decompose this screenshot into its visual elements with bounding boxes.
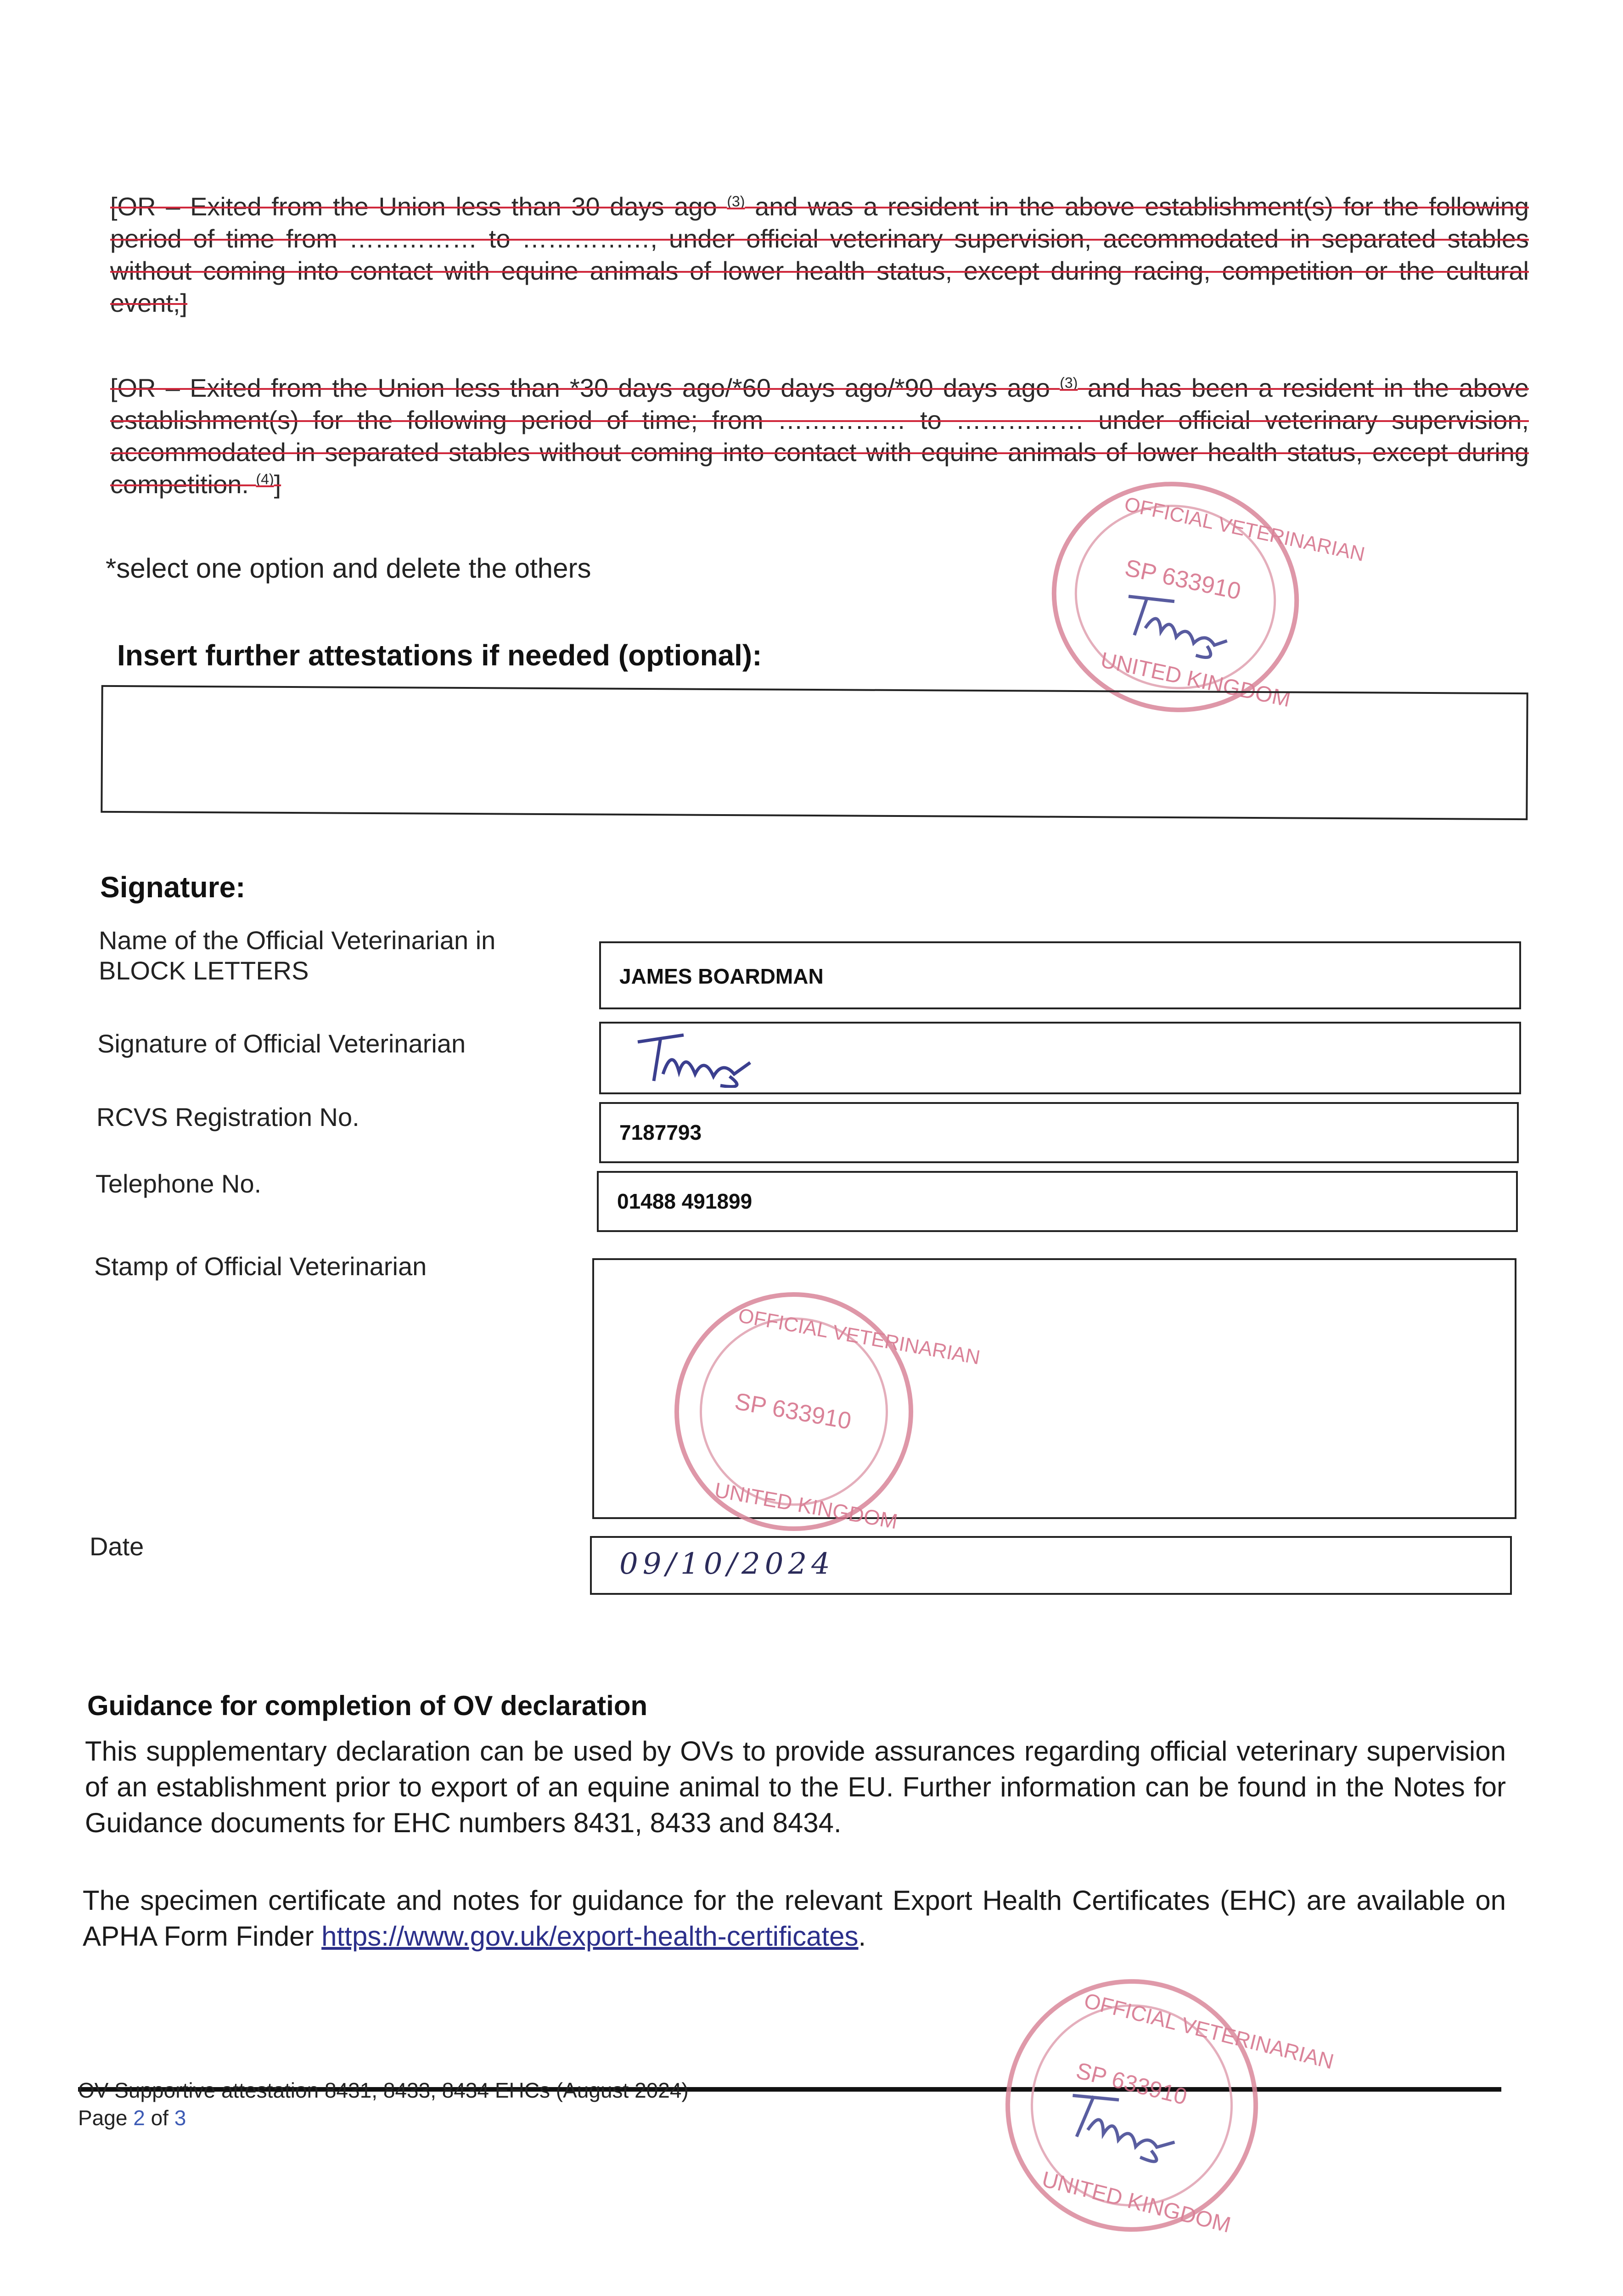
ov-signature-label: Signature of Official Veterinarian [97, 1029, 466, 1058]
footnote-ref: (3) [727, 193, 745, 210]
struck-text: [OR – Exited from the Union less than 30 days ago [110, 192, 727, 221]
guidance-paragraph-2 [83, 1883, 1506, 1954]
date-field[interactable] [590, 1536, 1512, 1595]
stamp-top-text: OFFICIAL VETERINARIAN [736, 1304, 982, 1369]
struck-text: [OR – Exited from the Union less than *30 days ago/*60 days ago/*90 days ago [110, 373, 1060, 402]
total-pages: 3 [174, 2106, 186, 2130]
further-attestations-input[interactable] [101, 685, 1528, 820]
date-value-handwritten: 09/10/2024 [619, 1547, 835, 1581]
ov-name-label-line1: Name of the Official Veterinarian in [99, 926, 496, 955]
select-option-note: *select one option and delete the others [106, 553, 591, 584]
date-label: Date [90, 1532, 144, 1561]
telephone-value: 01488 491899 [617, 1189, 753, 1213]
telephone-label: Telephone No. [95, 1169, 262, 1198]
footer-attestation-title: OV Supportive attestation 8431, 8433, 8434 EHCs (August 2024) [78, 2078, 689, 2102]
guidance-paragraph-2-text: The specimen certificate and notes for guidance for the relevant Export Health Certificates (EHC) are available on APHA Form Finder [83, 1885, 1506, 1952]
official-stamp-bottom [979, 1953, 1337, 2259]
stamp-bottom-text: UNITED KINGDOM [1098, 647, 1293, 712]
footnote-ref: (3) [1060, 374, 1078, 391]
stamp-top-text: OFFICIAL VETERINARIAN [1122, 493, 1367, 566]
struck-text: and was a resident in the above establishment(s) for the following period of time from …………… to ……………, under official veterinary supervision, accommodated in separated stables without coming into contact with equine animals of lower health status, except during racing, competition or the cultural event;] [110, 192, 1529, 317]
rcvs-label: RCVS Registration No. [96, 1103, 359, 1131]
guidance-paragraph-2-end: . [858, 1921, 866, 1952]
stamp-center-text: SP 633910 [1073, 2057, 1190, 2110]
further-attestations-heading: Insert further attestations if needed (optional): [117, 639, 762, 672]
export-health-certificates-link[interactable]: https://www.gov.uk/export-health-certificates [321, 1921, 859, 1952]
signature-heading: Signature: [100, 871, 246, 904]
ov-name-label [99, 925, 495, 986]
ov-name-value: JAMES BOARDMAN [619, 964, 824, 988]
stamp-field[interactable] [592, 1258, 1516, 1534]
stamp-top-text: OFFICIAL VETERINARIAN [1082, 1988, 1337, 2074]
stamp-bottom-text: UNITED KINGDOM [1039, 2167, 1233, 2238]
struck-text: ] [274, 470, 281, 499]
ov-name-label-line2: BLOCK LETTERS [99, 956, 309, 985]
stamp-label: Stamp of Official Veterinarian [94, 1252, 427, 1281]
struck-text: and has been a resident in the above establishment(s) for the following period of time; from …………… to …………… under official veterinary supervision, accommodated in separated stables without coming into contact with equine animals of lower health status, except during competition. [110, 373, 1529, 499]
ov-name-field[interactable] [599, 941, 1521, 1009]
footer-page-number: Page 2 of 3 [78, 2106, 186, 2130]
rcvs-value: 7187793 [619, 1120, 702, 1144]
official-stamp-middle [656, 1273, 982, 1550]
ov-signature-field[interactable] [599, 1022, 1521, 1094]
stamp-center-text: SP 633910 [732, 1388, 854, 1435]
telephone-field[interactable] [597, 1171, 1518, 1232]
footnote-ref: (4) [256, 471, 274, 488]
guidance-paragraph-1: This supplementary declaration can be used by OVs to provide assurances regarding official veterinary supervision of an establishment prior to export of an equine animal to the EU. Further information can be found in the Notes for Guidance documents for EHC numbers 8431, 8433 and 8434. [85, 1736, 1506, 1838]
current-page: 2 [133, 2106, 145, 2130]
struck-paragraph-exited-30-60-90-days [110, 372, 1529, 501]
rcvs-field[interactable] [599, 1102, 1519, 1163]
struck-paragraph-exited-30-days [110, 191, 1529, 319]
stamp-bottom-text: UNITED KINGDOM [713, 1478, 900, 1534]
stamp-center-text: SP 633910 [1122, 554, 1243, 605]
handwritten-signature-icon [629, 1028, 766, 1088]
guidance-heading: Guidance for completion of OV declaration [87, 1690, 648, 1721]
